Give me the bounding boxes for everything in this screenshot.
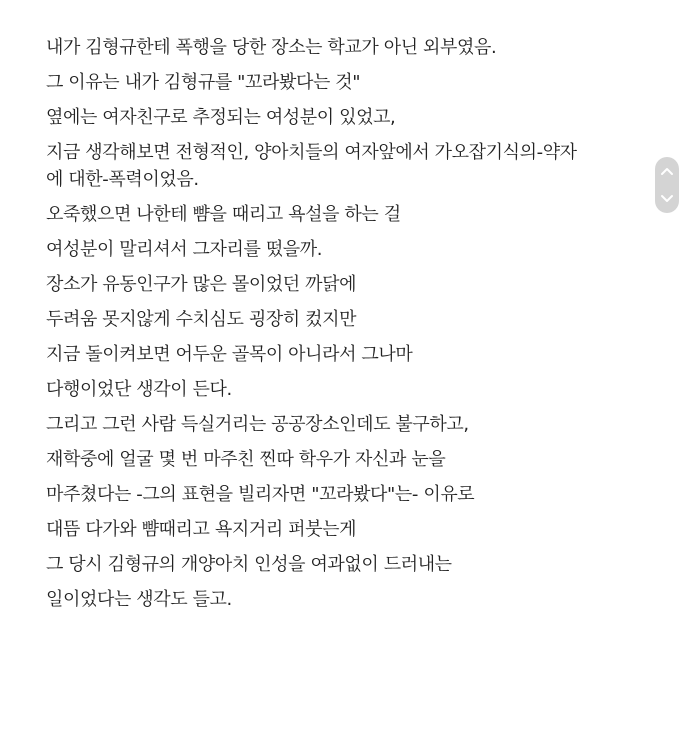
text-line: 장소가 유동인구가 많은 몰이었던 까닭에 (46, 274, 357, 295)
text-line: 여성분이 말리셔서 그자리를 떴을까. (46, 239, 323, 260)
chevron-down-icon[interactable] (659, 193, 675, 205)
text-line: 마주쳤다는 -그의 표현을 빌리자면 "꼬라봤다"는- 이유로 (46, 484, 475, 505)
text-line: 옆에는 여자친구로 추정되는 여성분이 있었고, (46, 107, 396, 128)
text-line: 오죽했으면 나한테 뺨을 때리고 욕설을 하는 걸 (46, 204, 401, 225)
text-line: 그리고 그런 사람 득실거리는 공공장소인데도 불구하고, (46, 414, 469, 435)
text-line: 재학중에 얼굴 몇 번 마주친 찐따 학우가 자신과 눈을 (46, 449, 446, 470)
post-body (46, 36, 686, 623)
text-line: 그 당시 김형규의 개양아치 인성을 여과없이 드러내는 (46, 554, 452, 575)
text-line: 두려움 못지않게 수치심도 굉장히 컸지만 (46, 309, 357, 330)
chevron-up-icon[interactable] (659, 165, 675, 177)
text-line: 에 대한-폭력이었음. (46, 169, 199, 190)
text-line: 지금 생각해보면 전형적인, 양아치들의 여자앞에서 가오잡기식의-약자 (46, 142, 577, 163)
text-line: 그 이유는 내가 김형규를 "꼬라봤다는 것" (46, 72, 361, 93)
text-line: 일이었다는 생각도 들고. (46, 589, 232, 610)
text-line: 대뜸 다가와 뺨때리고 욕지거리 퍼붓는게 (46, 519, 357, 540)
text-line: 지금 돌이켜보면 어두운 골목이 아니라서 그나마 (46, 344, 413, 365)
scroll-control[interactable] (655, 157, 679, 213)
text-line: 내가 김형규한테 폭행을 당한 장소는 학교가 아닌 외부였음. (46, 37, 497, 58)
text-line: 다행이었단 생각이 든다. (46, 379, 232, 400)
